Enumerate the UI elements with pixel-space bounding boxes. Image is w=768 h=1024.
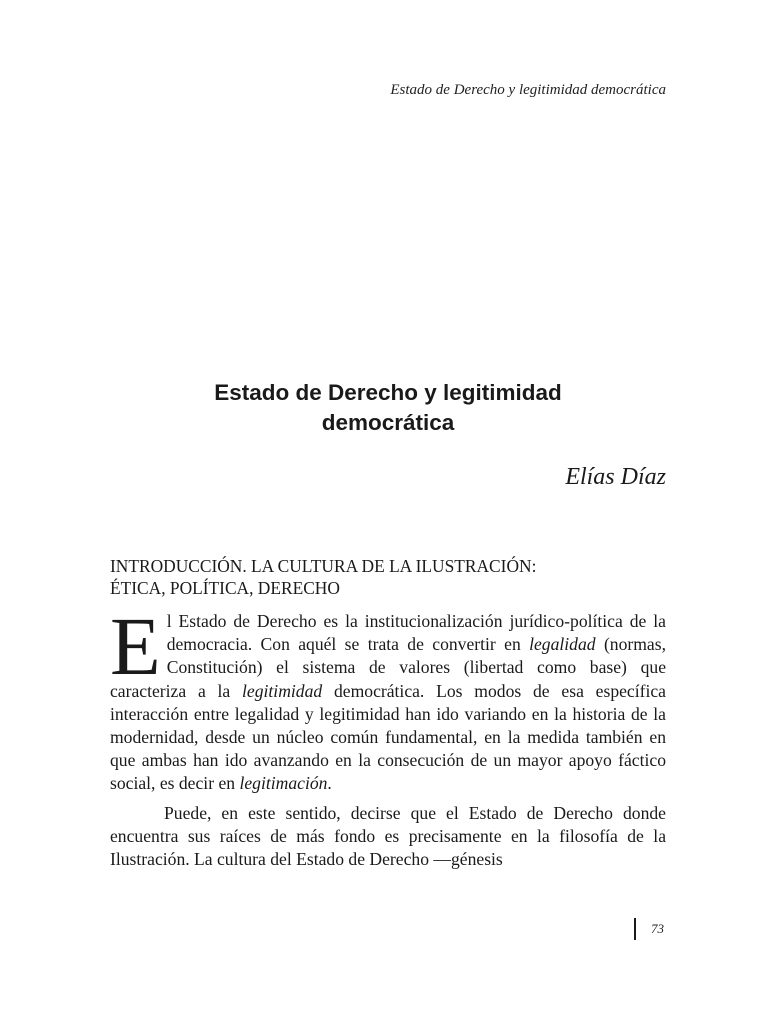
emphasis-legitimidad: legitimidad (242, 680, 323, 701)
emphasis-legitimacion: legitimación (239, 773, 328, 794)
article-title-line-2: democrática (321, 410, 455, 435)
paragraph-1 (110, 600, 666, 796)
body-text (110, 600, 666, 871)
section-heading-line-1: INTRODUCCIÓN. LA CULTURA DE LA ILUSTRACIÓN: (110, 556, 537, 576)
emphasis-legalidad: legalidad (529, 634, 596, 655)
article-title (100, 378, 676, 438)
article-title-line-1: Estado de Derecho y legitimidad (214, 380, 562, 405)
section-heading-line-2: ÉTICA, POLÍTICA, DERECHO (110, 578, 340, 598)
paragraph-2: Puede, en este sentido, decirse que el Estado de Derecho donde encuentra sus raíces de más fondo es precisamente en la filosofía de la Ilustración. La cultura del Estado de Derecho —génesis (110, 802, 666, 870)
drop-cap: E (110, 600, 161, 692)
paragraph-1-text-4: . (327, 773, 332, 794)
paragraph-1-text-3: democrática. Los modos de esa específica interacción entre legalidad y legitimidad han ido variando en la historia de la modernidad, desde un núcleo común fundamental, en la medida también en que ambas han ido avanzando en la consecución de un mayor apoyo fáctico social, es decir en (110, 680, 666, 794)
section-heading (110, 555, 666, 599)
page-number-rule (634, 918, 636, 940)
paragraph-1-text-2: (normas, Constitución) el sistema de valores (libertad como base) que caracteriza a la (110, 634, 666, 701)
page-number: 73 (651, 921, 664, 936)
running-head: Estado de Derecho y legitimidad democrática (390, 82, 666, 98)
author-name: Elías Díaz (565, 464, 666, 490)
paragraph-1-text-1: l Estado de Derecho es la institucionalización jurídico-política de la democracia. Con aquél se trata de convertir en (166, 611, 666, 655)
